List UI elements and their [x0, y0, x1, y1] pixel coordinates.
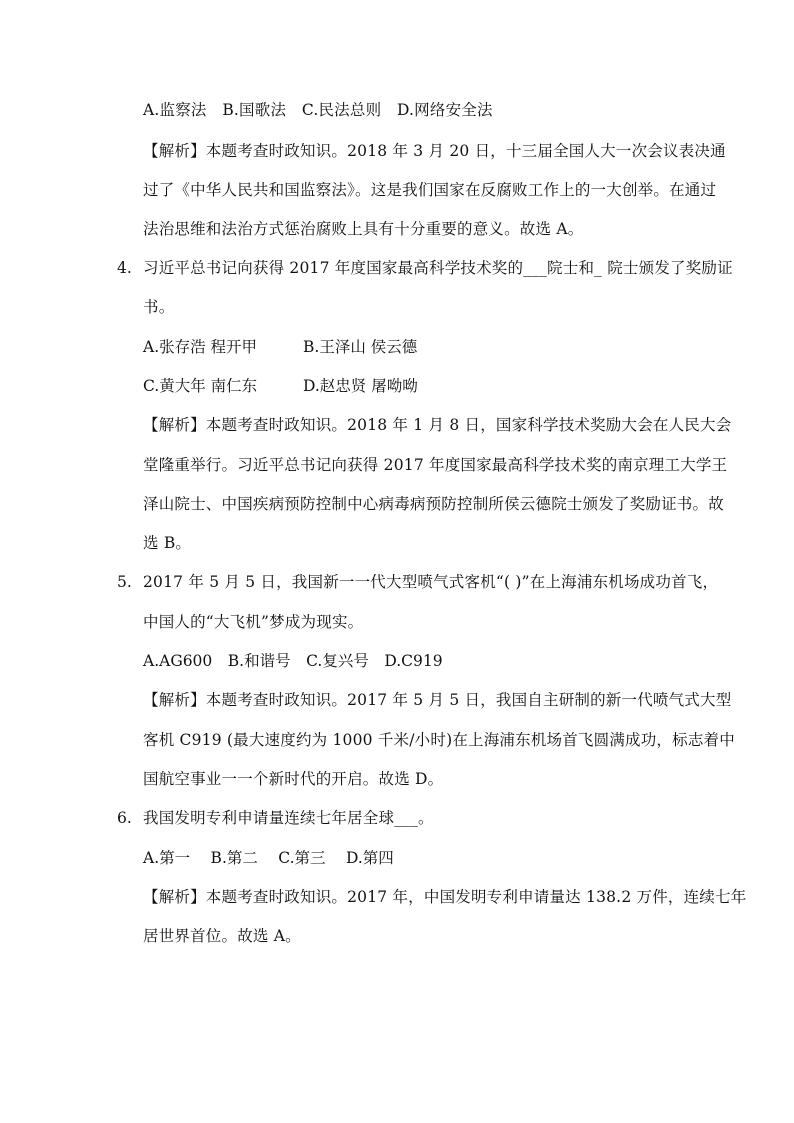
- question-5-analysis-line-2: 客机 C919 (最大速度约为 1000 千米/小时)在上海浦东机场首飞圆满成功，标志着中: [143, 731, 735, 749]
- question-5-analysis-line-3: 国航空事业一一个新时代的开启。故选 D。: [143, 770, 444, 788]
- question-5-stem-line-1: 2017 年 5 月 5 日，我国新一一代大型喷气式客机“( )”在上海浦东机场成功首飞，: [143, 573, 719, 591]
- prev-analysis-line-3: 法治思维和法治方式惩治腐败上具有十分重要的意义。故选 A。: [143, 220, 584, 238]
- prev-question-options: A.监察法 B.国歌法 C.民法总则 D.网络安全法: [143, 101, 493, 119]
- prev-analysis-line-1: 【解析】本题考查时政知识。2018 年 3 月 20 日，十三届全国人大一次会议表决通: [143, 142, 726, 160]
- question-4-stem-line-1: 习近平总书记向获得 2017 年度国家最高科学技术奖的___院士和_ 院士颁发了奖励证: [143, 259, 733, 277]
- question-4-option-c: C.黄大年 南仁东: [143, 377, 258, 395]
- question-6-stem-line-1: 我国发明专利申请量连续七年居全球___。: [143, 809, 434, 827]
- question-6-analysis-line-1: 【解析】本题考查时政知识。2017 年，中国发明专利申请量达 138.2 万件，连续七年: [143, 888, 747, 906]
- question-4-analysis-line-2: 堂隆重举行。习近平总书记向获得 2017 年度国家最高科学技术奖的南京理工大学王: [143, 456, 728, 474]
- question-5-analysis-line-1: 【解析】本题考查时政知识。2017 年 5 月 5 日，我国自主研制的新一代喷气式大型: [143, 691, 732, 709]
- question-4-analysis-line-3: 泽山院士、中国疾病预防控制中心病毒病预防控制所侯云德院士颁发了奖励证书。故: [143, 495, 724, 513]
- question-6-number: 6.: [117, 809, 132, 827]
- question-4-analysis-line-4: 选 B。: [143, 534, 192, 552]
- question-4-analysis-line-1: 【解析】本题考查时政知识。2018 年 1 月 8 日，国家科学技术奖励大会在人民大会: [143, 416, 732, 434]
- question-6-options: A.第一 B.第二 C.第三 D.第四: [143, 849, 394, 867]
- question-4-number: 4.: [117, 259, 132, 277]
- question-5-stem-line-2: 中国人的“大飞机”梦成为现实。: [143, 613, 364, 631]
- prev-analysis-line-2: 过了《中华人民共和国监察法》。这是我们国家在反腐败工作上的一大创举。在通过: [143, 181, 717, 199]
- question-4-option-a: A.张存浩 程开甲: [143, 338, 258, 356]
- question-5-number: 5.: [117, 573, 132, 591]
- question-4-option-d: D.赵忠贤 屠呦呦: [303, 377, 418, 395]
- question-5-options: A.AG600 B.和谐号 C.复兴号 D.C919: [143, 652, 443, 670]
- question-4-option-b: B.王泽山 侯云德: [303, 338, 418, 356]
- question-6-analysis-line-2: 居世界首位。故选 A。: [143, 927, 301, 945]
- question-4-stem-line-2: 书。: [143, 298, 175, 316]
